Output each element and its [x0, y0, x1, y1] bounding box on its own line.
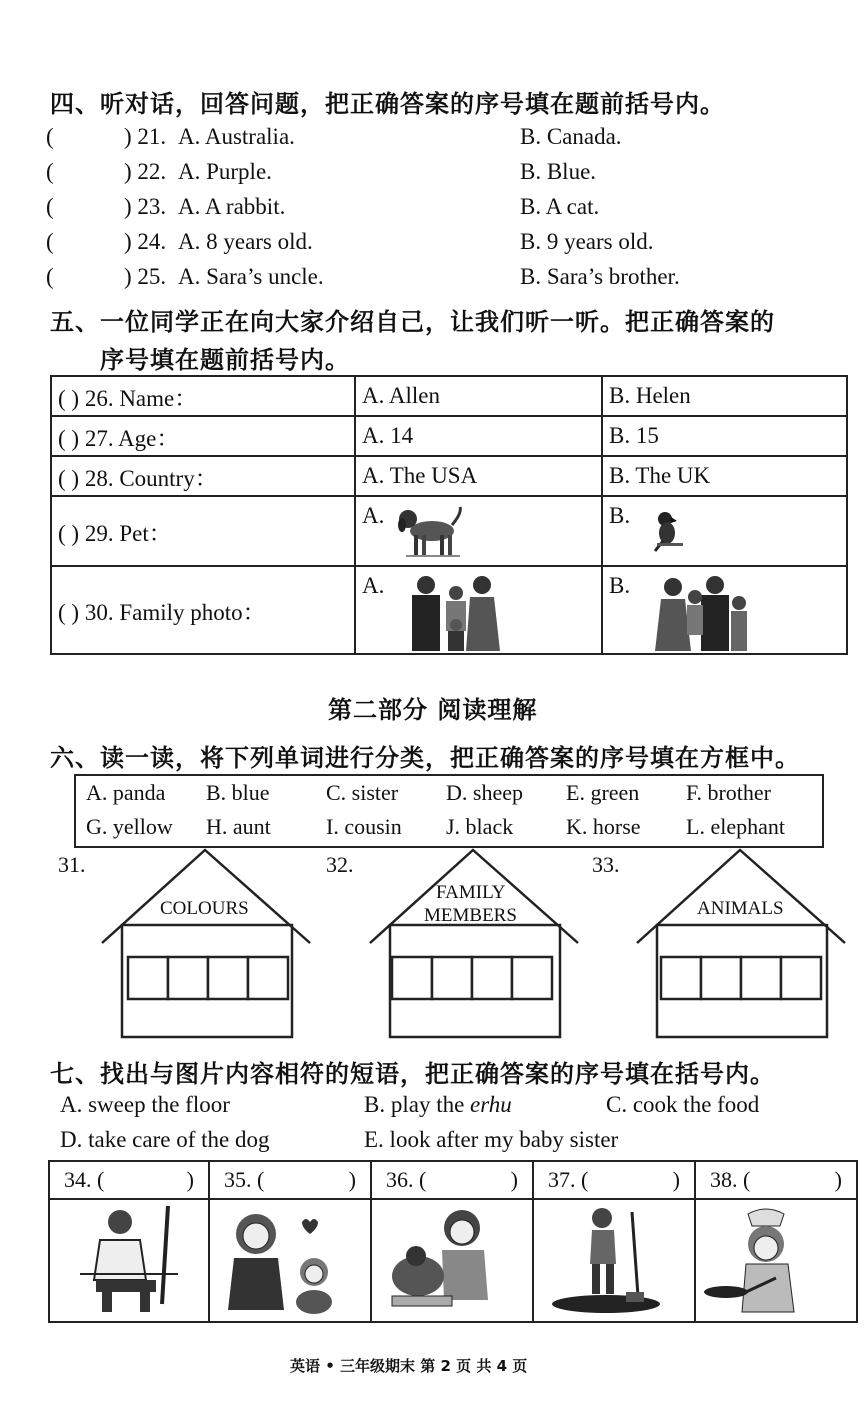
word-j: J. black	[446, 814, 514, 839]
phrase-e: E. look after my baby sister	[364, 1127, 619, 1152]
item-38-header[interactable]	[695, 1161, 857, 1199]
house-31-number: 31.	[58, 852, 86, 877]
house-32-box-4[interactable]	[512, 957, 552, 999]
house-31-box-1[interactable]	[128, 957, 168, 999]
word-c: C. sister	[326, 780, 399, 805]
item-34-header[interactable]	[49, 1161, 209, 1199]
row-30	[51, 566, 847, 654]
q25-paren[interactable]: (	[46, 264, 54, 289]
q28-question[interactable]: ( ) 28. Country：	[51, 456, 355, 496]
item-35-close: )	[348, 1167, 356, 1192]
house-32-box-1[interactable]	[392, 957, 432, 999]
word-g: G. yellow	[86, 814, 173, 839]
phrase-b-text: B. play the	[364, 1092, 471, 1117]
q23-option-a: A. A rabbit.	[178, 194, 286, 219]
q26-question[interactable]: ( ) 26. Name：	[51, 376, 355, 416]
item-36-picture	[371, 1199, 533, 1322]
house-31-label: COLOURS	[160, 898, 249, 919]
item-38-number: 38. (	[710, 1167, 751, 1192]
pic-image-row	[49, 1199, 857, 1322]
section5-table	[50, 375, 848, 655]
section7-title: 七、找出与图片内容相符的短语，把正确答案的序号填在括号内。	[50, 1060, 775, 1088]
item-35-header[interactable]	[209, 1161, 371, 1199]
section5-title-line2: 序号填在题前括号内。	[100, 346, 350, 374]
item-37-picture	[533, 1199, 695, 1322]
q25-option-a: A. Sara’s uncle.	[178, 264, 324, 289]
q30-question[interactable]: ( ) 30. Family photo：	[51, 566, 355, 654]
page-footer: 英语 • 三年级期末 第 2 页 共 4 页	[290, 1357, 528, 1375]
row-28	[51, 456, 847, 496]
care-for-dog-icon	[372, 1200, 518, 1316]
house-32-box-2[interactable]	[432, 957, 472, 999]
item-34-close: )	[186, 1167, 194, 1192]
parrot-icon	[649, 509, 689, 553]
q27-option-a: A. 14	[355, 416, 602, 456]
word-k: K. horse	[566, 814, 641, 839]
q25-option-b: B. Sara’s brother.	[520, 264, 680, 289]
q28-option-b: B. The UK	[602, 456, 847, 496]
item-34-number: 34. (	[64, 1167, 105, 1192]
q27-question[interactable]: ( ) 27. Age：	[51, 416, 355, 456]
house-33-box-3[interactable]	[741, 957, 781, 999]
q22-option-b: B. Blue.	[520, 159, 597, 184]
item-35-number: 35. (	[224, 1167, 265, 1192]
q30-option-a-cell	[355, 566, 602, 654]
q23-paren[interactable]: (	[46, 194, 54, 219]
q23-num: ) 23.	[124, 194, 167, 219]
word-d: D. sheep	[446, 780, 523, 805]
word-f: F. brother	[686, 780, 772, 805]
q24-option-b: B. 9 years old.	[520, 229, 654, 254]
baby-sister-icon	[210, 1200, 356, 1316]
word-b: B. blue	[206, 780, 270, 805]
family-photo-a-icon	[400, 573, 510, 651]
house-33-box-1[interactable]	[661, 957, 701, 999]
house-31	[102, 850, 310, 1037]
q28-option-a: A. The USA	[355, 456, 602, 496]
section7-picture-table	[48, 1160, 858, 1323]
row-27	[51, 416, 847, 456]
item-36-number: 36. (	[386, 1167, 427, 1192]
word-e: E. green	[566, 780, 640, 805]
cook-food-icon	[696, 1200, 842, 1316]
item-38-picture	[695, 1199, 857, 1322]
word-a: A. panda	[86, 780, 166, 805]
q29-question[interactable]: ( ) 29. Pet：	[51, 496, 355, 566]
q21-a: ) 21.	[124, 124, 167, 149]
item-37-close: )	[672, 1167, 680, 1192]
q24-option-a: A. 8 years old.	[178, 229, 313, 254]
pic-header-row	[49, 1161, 857, 1199]
q29-option-a-cell	[355, 496, 602, 566]
q26-option-b: B. Helen	[602, 376, 847, 416]
q25-num: ) 25.	[124, 264, 167, 289]
row-26	[51, 376, 847, 416]
houses-drawing	[0, 845, 867, 1045]
item-35-picture	[209, 1199, 371, 1322]
word-i: I. cousin	[326, 814, 402, 839]
item-36-close: )	[510, 1167, 518, 1192]
erhu-player-icon	[50, 1200, 208, 1316]
q30-option-a: A.	[362, 573, 385, 598]
section5-title-line1: 五、一位同学正在向大家介绍自己，让我们听一听。把正确答案的	[50, 308, 775, 336]
house-33-number: 33.	[592, 852, 620, 877]
q22-paren[interactable]: (	[46, 159, 54, 184]
phrase-a: A. sweep the floor	[60, 1092, 230, 1117]
q22-option-a: A. Purple.	[178, 159, 272, 184]
word-h: H. aunt	[206, 814, 271, 839]
q30-option-b-cell	[602, 566, 847, 654]
family-photo-b-icon	[645, 573, 755, 651]
item-37-number: 37. (	[548, 1167, 589, 1192]
part2-title: 第二部分 阅读理解	[328, 696, 538, 724]
house-32-box-3[interactable]	[472, 957, 512, 999]
section6-title: 六、读一读，将下列单词进行分类，把正确答案的序号填在方框中。	[50, 744, 800, 772]
phrase-c: C. cook the food	[606, 1092, 760, 1117]
house-31-box-2[interactable]	[168, 957, 208, 999]
dog-icon	[396, 503, 466, 561]
house-32-label-line1: FAMILY	[436, 882, 506, 903]
q21-option-b: B. Canada.	[520, 124, 622, 149]
sweep-floor-icon	[534, 1200, 680, 1316]
house-33-box-4[interactable]	[781, 957, 821, 999]
house-33-box-2[interactable]	[701, 957, 741, 999]
phrase-b	[364, 1092, 512, 1118]
q23-option-b: B. A cat.	[520, 194, 600, 219]
q24-paren[interactable]: (	[46, 229, 54, 254]
house-32-label-line2: MEMBERS	[424, 905, 517, 926]
house-32-number: 32.	[326, 852, 354, 877]
q29-option-a: A.	[362, 503, 385, 528]
q21-paren[interactable]: (	[46, 124, 54, 149]
q30-option-b: B.	[609, 573, 631, 598]
q22-num: ) 22.	[124, 159, 167, 184]
item-36-header[interactable]	[371, 1161, 533, 1199]
q24-num: ) 24.	[124, 229, 167, 254]
q29-option-b-cell	[602, 496, 847, 566]
house-31-box-4[interactable]	[248, 957, 288, 999]
q27-option-b: B. 15	[602, 416, 847, 456]
item-34-picture	[49, 1199, 209, 1322]
house-33-label: ANIMALS	[697, 898, 784, 919]
word-box	[74, 774, 824, 848]
phrase-b-erhu: erhu	[470, 1092, 512, 1117]
house-32	[370, 850, 578, 1037]
house-31-box-3[interactable]	[208, 957, 248, 999]
word-l: L. elephant	[686, 814, 785, 839]
q21-option-a: A. Australia.	[178, 124, 295, 149]
row-29	[51, 496, 847, 566]
q29-option-b: B.	[609, 503, 631, 528]
item-37-header[interactable]	[533, 1161, 695, 1199]
item-38-close: )	[834, 1167, 842, 1192]
house-33	[637, 850, 845, 1037]
section4-title: 四、听对话，回答问题，把正确答案的序号填在题前括号内。	[50, 90, 725, 118]
phrase-d: D. take care of the dog	[60, 1127, 270, 1152]
q26-option-a: A. Allen	[355, 376, 602, 416]
